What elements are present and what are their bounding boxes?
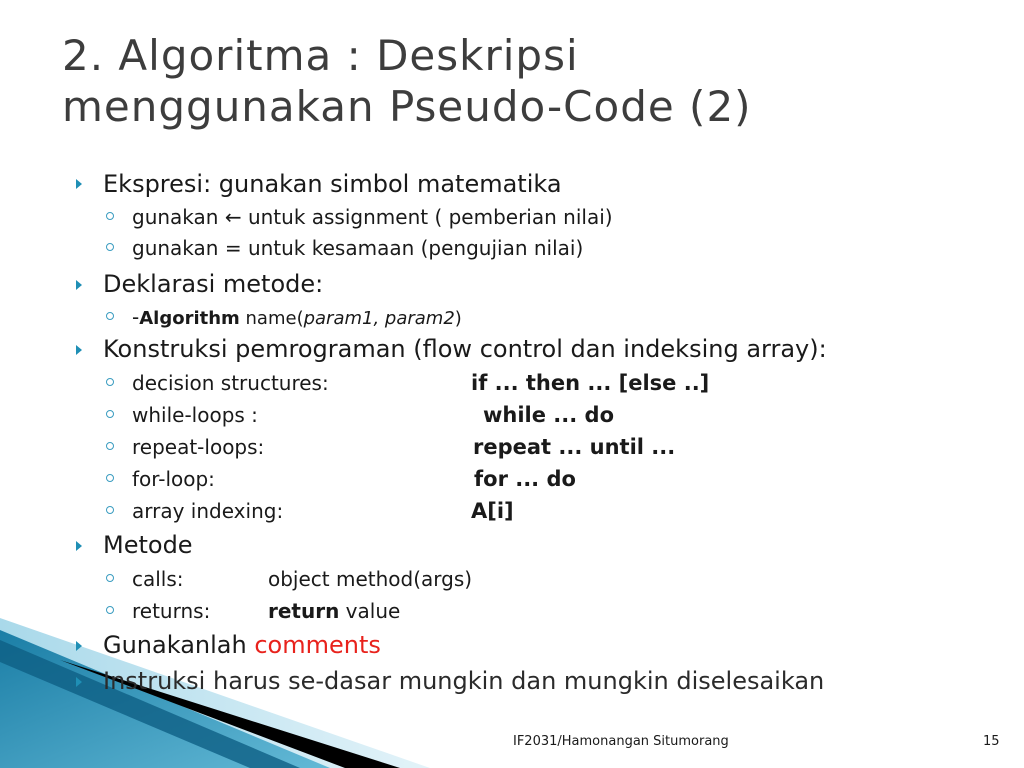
footer-page-number: 15 [983, 734, 1000, 749]
sub-bullet-circle-icon [106, 474, 114, 482]
gunakanlah-text: Gunakanlah [103, 631, 255, 659]
repeat-value: repeat ... until ... [473, 435, 676, 459]
assign-arrow: ← [224, 205, 242, 229]
subbullet-decision-label: decision structures: [132, 371, 329, 395]
sub-bullet-circle-icon [106, 410, 114, 418]
returns-text: value [339, 599, 401, 623]
array-value: A[i] [471, 499, 514, 523]
footer-author: IF2031/Hamonangan Situmorang [513, 734, 729, 749]
subbullet-assignment [132, 204, 613, 230]
sub-bullet-circle-icon [106, 506, 114, 514]
bullet-arrow-icon [76, 280, 82, 290]
for-value: for ... do [474, 467, 576, 491]
bullet-arrow-icon [76, 541, 82, 551]
subbullet-calls-label: calls: [132, 567, 184, 591]
bullet-arrow-icon [76, 345, 82, 355]
sub-bullet-circle-icon [106, 243, 114, 251]
returns-value [268, 598, 400, 624]
sub-bullet-circle-icon [106, 312, 114, 320]
assign-text-a: gunakan [132, 205, 225, 229]
assign-text-b: untuk assignment ( pemberian nilai) [241, 205, 613, 229]
bullet-arrow-icon [76, 641, 82, 651]
bullet-ekspresi: Ekspresi: gunakan simbol matematika [103, 170, 562, 198]
decl-close: ) [454, 308, 462, 329]
subbullet-for-label: for-loop: [132, 467, 215, 491]
while-value: while ... do [483, 403, 615, 427]
subbullet-array-label: array indexing: [132, 499, 284, 523]
bullet-instruksi: Instruksi harus se-dasar mungkin dan mungkin diselesaikan [103, 667, 825, 695]
subbullet-equality: gunakan = untuk kesamaan (pengujian nilai) [132, 236, 584, 260]
sub-bullet-circle-icon [106, 606, 114, 614]
decl-name: name( [239, 308, 304, 329]
returns-keyword: return [268, 599, 340, 623]
comments-highlight: comments [254, 631, 381, 659]
bullet-metode: Metode [103, 531, 193, 559]
decl-dash: - [132, 305, 140, 329]
bullet-gunakanlah [103, 630, 381, 660]
bullet-arrow-icon [76, 179, 82, 189]
sub-bullet-circle-icon [106, 574, 114, 582]
bullet-konstruksi: Konstruksi pemrograman (flow control dan indeksing array): [103, 335, 827, 363]
subbullet-repeat-label: repeat-loops: [132, 435, 265, 459]
decl-params: param1, param2 [303, 308, 455, 329]
sub-bullet-circle-icon [106, 442, 114, 450]
title-line-2: menggunakan Pseudo-Code (2) [62, 82, 752, 131]
sub-bullet-circle-icon [106, 378, 114, 386]
bullet-arrow-icon [76, 677, 82, 687]
subbullet-algorithm-decl [132, 304, 462, 332]
subbullet-while-label: while-loops : [132, 403, 258, 427]
subbullet-returns-label: returns: [132, 599, 211, 623]
calls-value: object method(args) [268, 567, 473, 591]
bullet-deklarasi: Deklarasi metode: [103, 270, 324, 298]
title-line-1: 2. Algoritma : Deskripsi [62, 31, 579, 80]
sub-bullet-circle-icon [106, 212, 114, 220]
decl-algorithm: Algorithm [139, 308, 240, 329]
decision-value: if ... then ... [else ..] [471, 371, 710, 395]
